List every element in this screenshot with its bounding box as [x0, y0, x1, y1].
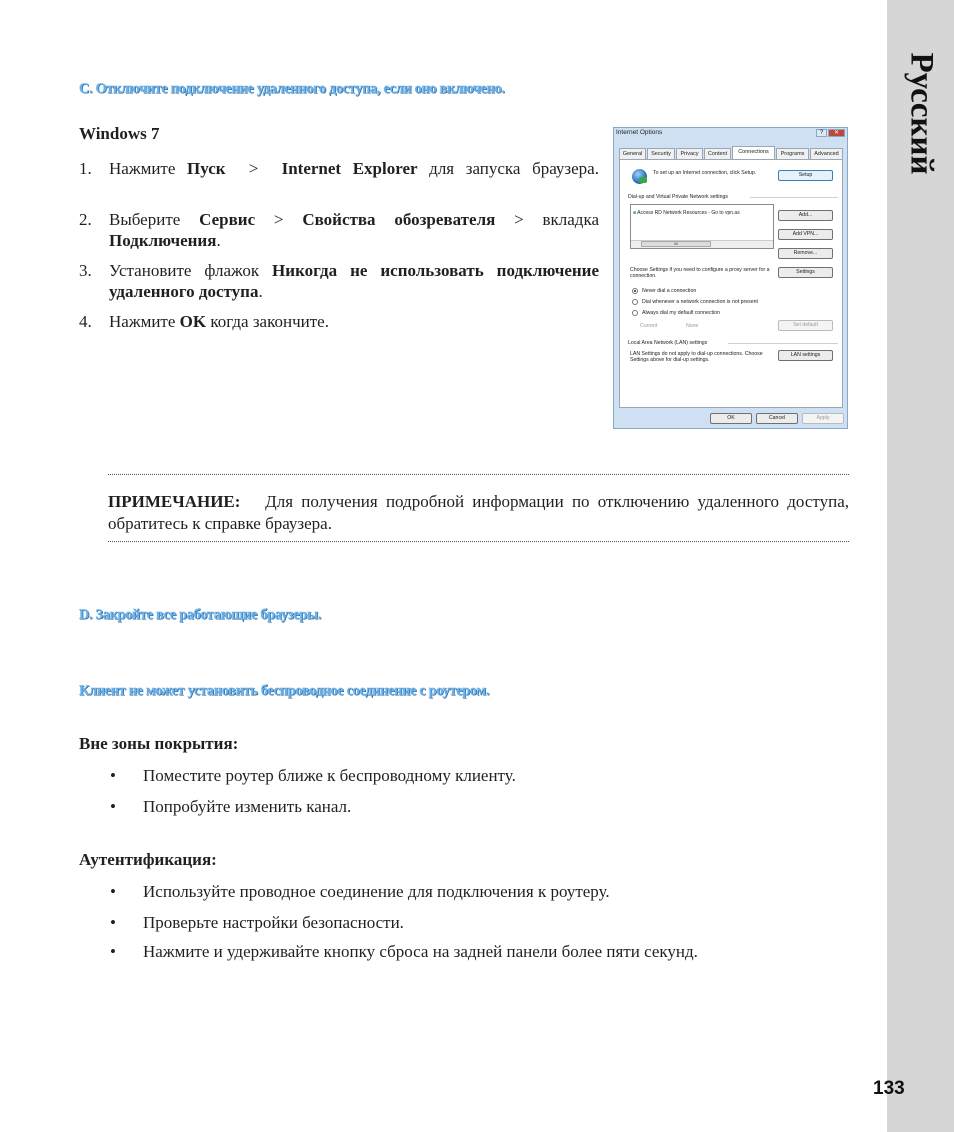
tab-programs[interactable]: Programs: [776, 148, 809, 159]
list-scrollbar[interactable]: III: [631, 240, 773, 248]
lan-settings-button[interactable]: LAN settings: [778, 350, 833, 361]
note-label: ПРИМЕЧАНИЕ:: [108, 492, 241, 511]
bullet-icon: •: [110, 882, 116, 901]
wireless-heading: Клиент не может установить беспроводное соединение с роутером.: [79, 683, 490, 699]
settings-text: Choose Settings if you need to configure a proxy server for a connection.: [630, 267, 770, 279]
os-label: Windows 7: [79, 124, 160, 143]
settings-button[interactable]: Settings: [778, 267, 833, 278]
list-item: Поместите роутер ближе к беспроводному клиенту.: [143, 766, 516, 785]
tab-advanced[interactable]: Advanced: [810, 148, 843, 159]
lan-group-label: Local Area Network (LAN) settings: [628, 340, 708, 346]
language-sidebar: [887, 0, 954, 1132]
bullet-icon: •: [110, 913, 116, 932]
divider-bottom: [108, 541, 849, 542]
setup-text: To set up an Internet connection, click Setup.: [653, 170, 757, 176]
internet-options-dialog: [613, 127, 848, 429]
radio-never-dial[interactable]: [632, 288, 638, 294]
group-coverage-title: Вне зоны покрытия:: [79, 734, 239, 753]
note-block: [108, 491, 849, 535]
group-auth-title: Аутентификация:: [79, 850, 217, 869]
bullet-icon: •: [110, 797, 116, 816]
close-icon[interactable]: ✕: [828, 129, 845, 137]
remove-button[interactable]: Remove...: [778, 248, 833, 259]
list-item: Используйте проводное соединение для подключения к роутеру.: [143, 882, 610, 901]
connections-panel: To set up an Internet connection, click Setup. Setup Dial-up and Virtual Private Network settings ■ Access RD Network Resources - Go to vpn.as III Add... Add VPN... Remove... Choose Settings if you need to configure a proxy server for a connection. Settings Never dial a connection Dial whenever a network connection is not present Always dial my default connection Current None Set default Local Area Network (LAN) settings LAN Settings do not apply to dial-up connections. Choose Settings above for dial-up settings. LAN settings: [619, 159, 843, 408]
current-label: Current: [640, 323, 658, 329]
bullet-icon: •: [110, 942, 116, 961]
add-vpn-button[interactable]: Add VPN...: [778, 229, 833, 240]
list-item: Нажмите и удерживайте кнопку сброса на задней панели более пяти секунд.: [143, 942, 698, 961]
list-item[interactable]: ■ Access RD Network Resources - Go to vpn.as: [633, 210, 740, 216]
tab-general[interactable]: General: [619, 148, 646, 159]
setup-button[interactable]: Setup: [778, 170, 833, 181]
dialog-title: Internet Options: [616, 129, 663, 136]
bullet-icon: •: [110, 766, 116, 785]
section-d-heading: D. Закройте все работающие браузеры.: [79, 607, 322, 623]
tab-connections[interactable]: Connections: [732, 146, 775, 159]
current-value: None: [686, 323, 699, 329]
ok-button[interactable]: OK: [710, 413, 752, 424]
tab-privacy[interactable]: Privacy: [676, 148, 703, 159]
section-c-heading: C. Отключите подключение удаленного доступа, если оно включено.: [79, 81, 505, 97]
divider-top: [108, 474, 849, 475]
set-default-button[interactable]: Set default: [778, 320, 833, 331]
apply-button[interactable]: Apply: [802, 413, 844, 424]
language-label: Русский: [903, 52, 939, 175]
cancel-button[interactable]: Cancel: [756, 413, 798, 424]
list-item: Попробуйте изменить канал.: [143, 797, 352, 816]
tab-content[interactable]: Content: [704, 148, 731, 159]
list-item: Проверьте настройки безопасности.: [143, 913, 404, 932]
help-icon[interactable]: ?: [816, 129, 827, 137]
vpn-group-label: Dial-up and Virtual Private Network settings: [628, 194, 728, 200]
radio-always-dial[interactable]: [632, 310, 638, 316]
globe-icon: [632, 169, 647, 184]
tab-security[interactable]: Security: [647, 148, 675, 159]
note-text: Для получения подробной информации по отключению удаленного доступа, обратитесь к справке браузера.: [108, 492, 849, 533]
lan-text: LAN Settings do not apply to dial-up connections. Choose Settings above for dial-up settings.: [630, 351, 763, 363]
radio-dial-whenever[interactable]: [632, 299, 638, 305]
add-button[interactable]: Add...: [778, 210, 833, 221]
page-number: 133: [873, 1078, 905, 1099]
